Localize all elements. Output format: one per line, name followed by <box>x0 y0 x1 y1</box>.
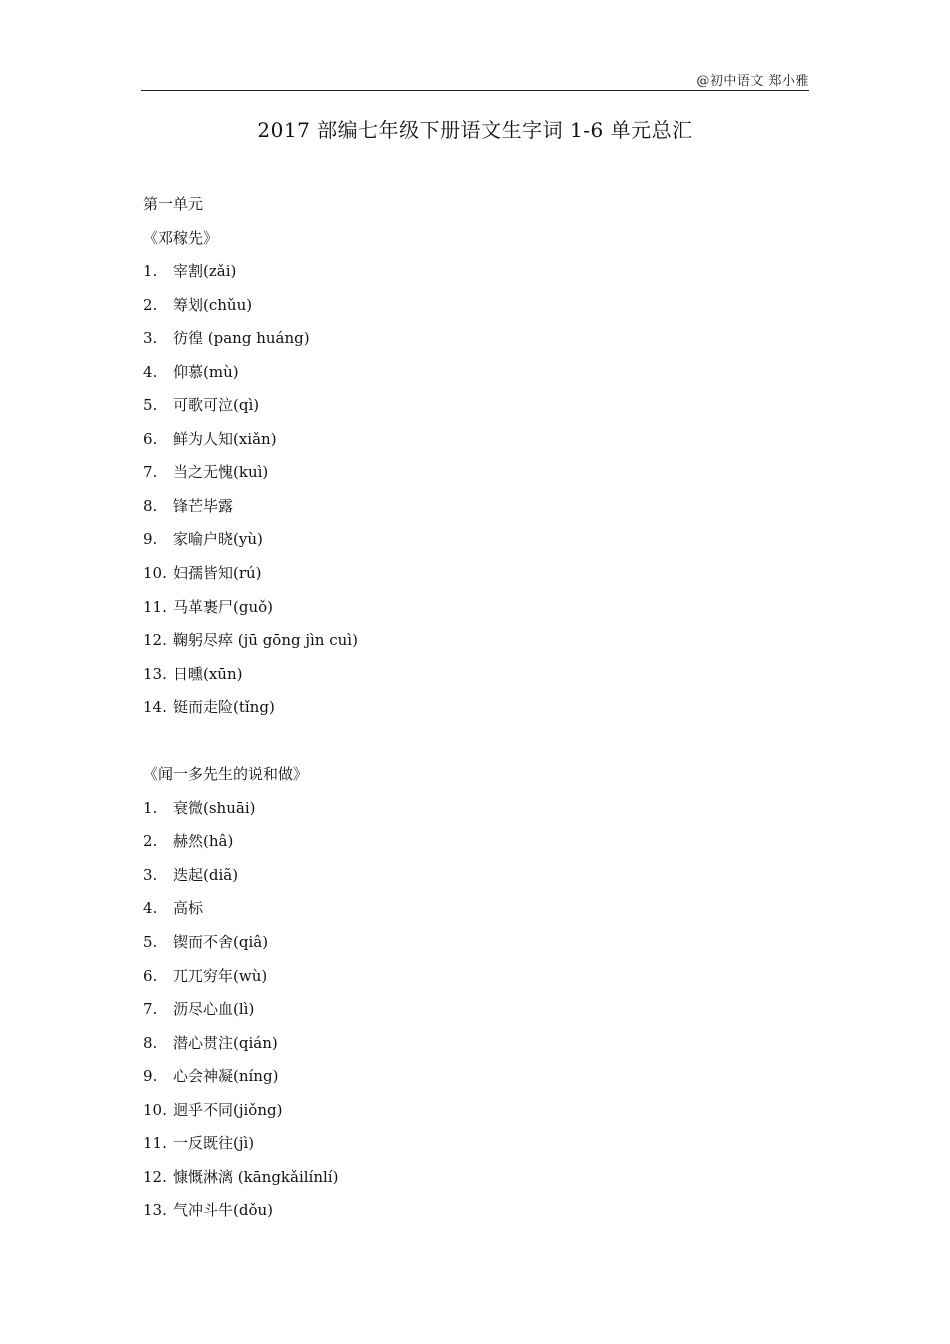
list-item <box>143 557 803 591</box>
document-body <box>143 188 803 1228</box>
item-text: 潜心贯注(qián) <box>173 1033 278 1052</box>
item-text: 仰慕(mù) <box>173 362 239 381</box>
list-item <box>143 859 803 893</box>
item-text: 迥乎不同(jiǒng) <box>173 1100 283 1119</box>
item-text: 家喻户晓(yù) <box>173 530 263 549</box>
item-number: 1. <box>143 798 158 817</box>
item-number: 7. <box>143 1000 158 1019</box>
list-item <box>143 356 803 390</box>
item-text: 一反既往(jì) <box>173 1134 255 1153</box>
list-item <box>143 1027 803 1061</box>
item-text: 彷徨 (pang huáng) <box>173 329 310 348</box>
list-item <box>143 456 803 490</box>
item-number: 1. <box>143 262 158 281</box>
item-text: 锋芒毕露 <box>173 496 234 515</box>
item-number: 5. <box>143 396 158 415</box>
item-text: 日曛(xūn) <box>173 664 243 683</box>
item-text: 锲而不舍(qiâ) <box>173 933 269 952</box>
list-item <box>143 993 803 1027</box>
list-item <box>143 624 803 658</box>
item-text: 妇孺皆知(rú) <box>173 564 262 583</box>
list-item <box>143 523 803 557</box>
item-number: 8. <box>143 496 158 515</box>
item-number: 12. <box>143 631 167 650</box>
item-text: 当之无愧(kuì) <box>173 463 269 482</box>
item-text: 鞠躬尽瘁 (jū gōng jìn cuì) <box>173 631 358 650</box>
list-item <box>143 691 803 725</box>
list-item <box>143 1161 803 1195</box>
item-number: 2. <box>143 295 158 314</box>
item-number: 10. <box>143 1100 167 1119</box>
item-text: 心会神凝(níng) <box>173 1067 279 1086</box>
document-title: 2017 部编七年级下册语文生字词 1-6 单元总汇 <box>257 118 693 142</box>
item-number: 11. <box>143 1134 167 1153</box>
item-number: 13. <box>143 664 167 683</box>
list-item <box>143 1194 803 1228</box>
item-number: 9. <box>143 530 158 549</box>
list-item <box>143 423 803 457</box>
list-item <box>143 490 803 524</box>
list-item <box>143 960 803 994</box>
list-item <box>143 658 803 692</box>
list-item <box>143 389 803 423</box>
item-number: 14. <box>143 698 167 717</box>
list-item <box>143 255 803 289</box>
item-number: 2. <box>143 832 158 851</box>
item-number: 4. <box>143 899 158 918</box>
header-credit: @初中语文 郑小雅 <box>696 74 809 89</box>
item-text: 鲜为人知(xiǎn) <box>173 429 277 448</box>
item-text: 高标 <box>173 899 204 918</box>
item-text: 马革裹尸(guǒ) <box>173 597 273 616</box>
item-text: 衰微(shuāi) <box>173 798 256 817</box>
lesson-title: 《邓稼先》 <box>143 228 219 247</box>
list-item <box>143 892 803 926</box>
item-text: 宰割(zǎi) <box>173 262 237 281</box>
item-number: 3. <box>143 865 158 884</box>
item-number: 12. <box>143 1167 167 1186</box>
item-number: 8. <box>143 1033 158 1052</box>
list-item <box>143 289 803 323</box>
list-item <box>143 1127 803 1161</box>
item-text: 迭起(diã) <box>173 865 239 884</box>
item-text: 沥尽心血(lì) <box>173 1000 255 1019</box>
list-item <box>143 1094 803 1128</box>
item-number: 5. <box>143 933 158 952</box>
list-item <box>143 591 803 625</box>
item-text: 可歌可泣(qì) <box>173 396 260 415</box>
item-number: 10. <box>143 564 167 583</box>
item-number: 6. <box>143 966 158 985</box>
item-number: 3. <box>143 329 158 348</box>
item-text: 铤而走险(tǐng) <box>173 698 275 717</box>
list-item <box>143 322 803 356</box>
list-item <box>143 792 803 826</box>
item-text: 赫然(hâ) <box>173 832 234 851</box>
list-item <box>143 1060 803 1094</box>
page-header <box>141 70 809 91</box>
item-number: 4. <box>143 362 158 381</box>
list-item <box>143 926 803 960</box>
list-item <box>143 825 803 859</box>
item-number: 9. <box>143 1067 158 1086</box>
item-number: 11. <box>143 597 167 616</box>
item-number: 7. <box>143 463 158 482</box>
unit-heading: 第一单元 <box>143 195 204 213</box>
item-text: 慷慨淋漓 (kāngkǎilínlí) <box>173 1167 339 1186</box>
section-spacer <box>143 725 803 759</box>
item-text: 兀兀穷年(wù) <box>173 966 268 985</box>
lesson-title: 《闻一多先生的说和做》 <box>143 765 309 784</box>
item-text: 气冲斗牛(dǒu) <box>173 1201 273 1220</box>
item-number: 6. <box>143 429 158 448</box>
item-text: 筹划(chǔu) <box>173 295 253 314</box>
item-number: 13. <box>143 1201 167 1220</box>
